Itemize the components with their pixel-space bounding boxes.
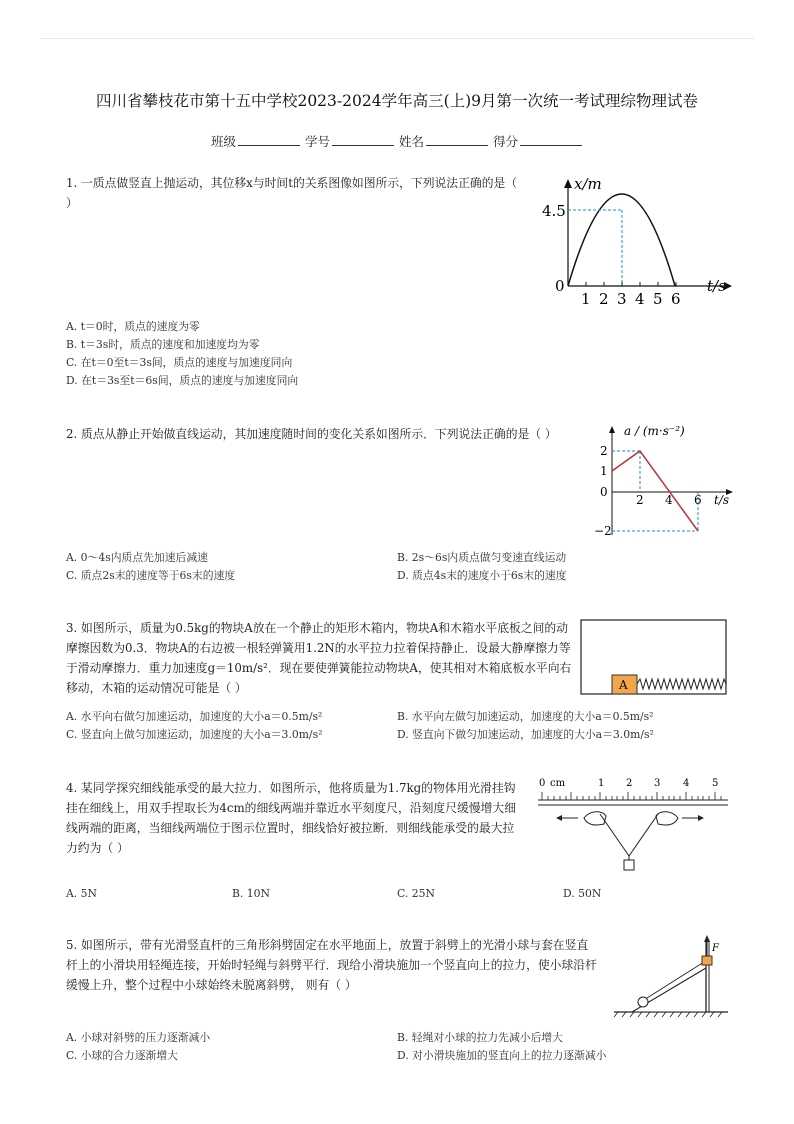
q2-y-tick-0: 0 <box>600 485 608 499</box>
hanging-weight <box>624 860 634 870</box>
q2-x-tick-2: 2 <box>636 493 644 507</box>
class-field-blank[interactable] <box>238 135 300 146</box>
force-label: F <box>712 943 719 954</box>
q4-option-a[interactable]: A. 5N <box>66 887 97 900</box>
question-3-figure <box>578 617 730 697</box>
slider-block <box>702 956 712 965</box>
name-field-label: 姓名 <box>398 134 424 149</box>
thread <box>600 814 658 856</box>
q3-option-c[interactable]: C. 竖直向上做匀加速运动，加速度的大小a＝3.0m/s² <box>66 728 323 741</box>
question-4-figure <box>532 774 732 874</box>
block-a-label: A <box>619 678 628 692</box>
q2-y-tick-neg2: −2 <box>594 524 612 538</box>
q4-option-b[interactable]: B. 10N <box>232 887 270 900</box>
question-5-stem: 5. 如图所示，带有光滑竖直杆的三角形斜劈固定在水平地面上，放置于斜劈上的光滑小球与套在竖直杆上的小滑块用轻绳连接，开始时轻绳与斜劈平行．现给小滑块施加一个竖直向上的拉力，使小球沿杆缓慢上升，整个过程中小球始终未脱离斜劈， 则有（ ） <box>66 938 597 992</box>
ball <box>638 997 648 1007</box>
q1-x-tick-2: 2 <box>599 290 609 305</box>
question-4-stem: 4. 某同学探究细线能承受的最大拉力．如图所示，他将质量为1.7kg的物体用光滑挂钩挂在细线上，用双手捏取长为4cm的细线两端并靠近水平刻度尺，沿刻度尺缓慢增大细线两端的距离，当细线两端位于图示位置时，细线恰好被拉断．则细线能承受的最大拉力约为（ ） <box>66 781 516 855</box>
q3-option-b[interactable]: B. 水平向左做匀加速运动，加速度的大小a＝0.5m/s² <box>397 710 654 723</box>
ruler-label-0: 0 <box>539 778 546 789</box>
q5-option-c[interactable]: C. 小球的合力逐渐增大 <box>66 1049 178 1062</box>
q1-x-tick-6: 6 <box>671 290 681 305</box>
page-title: 四川省攀枝花市第十五中学校2023-2024学年高三(上)9月第一次统一考试理综物理试卷 <box>95 92 699 110</box>
score-field-label: 得分 <box>492 134 518 149</box>
q1-y-axis-label: x/m <box>574 175 602 193</box>
question-3-stem: 3. 如图所示，质量为0.5kg的物块A放在一个静止的矩形木箱内，物块A和木箱水平底板之间的动摩擦因数为0.3．物块A的右边被一根轻弹簧用1.2N的水平拉力拉着保持静止．设最大静摩擦力等于滑动摩擦力．重力加速度g＝10m/s²．现在要使弹簧能拉动物块A，使其相对木箱底板水平向右移动，木箱的运动情况可能是（ ） <box>66 621 572 695</box>
question-1-stem: 1. 一质点做竖直上抛运动，其位移x与时间t的关系图像如图所示，下列说法正确的是（ ） <box>66 176 518 210</box>
right-hand <box>656 812 704 825</box>
ruler-label-2: 2 <box>626 778 633 789</box>
q2-x-tick-4: 4 <box>665 493 673 507</box>
score-field-blank[interactable] <box>520 135 582 146</box>
q1-x-tick-3: 3 <box>617 290 627 305</box>
question-2-stem: 2. 质点从静止开始做直线运动，其加速度随时间的变化关系如图所示．下列说法正确的是（ ） <box>66 427 557 441</box>
id-field-blank[interactable] <box>332 135 394 146</box>
ruler-label-5: 5 <box>712 778 719 789</box>
q2-option-d[interactable]: D. 质点4s末的速度小于6s末的速度 <box>397 569 567 582</box>
q1-y-value-label: 4.5 <box>542 202 566 220</box>
header-divider <box>40 38 754 39</box>
q1-option-b[interactable]: B. t＝3s时，质点的速度和加速度均为零 <box>66 338 260 351</box>
spring <box>637 679 726 689</box>
ruler-label-1: 1 <box>598 778 605 789</box>
question-5-figure <box>610 930 736 1020</box>
q2-y-tick-2: 2 <box>600 444 608 458</box>
q2-y-axis-label: a / (m·s⁻²) <box>624 424 685 438</box>
q5-option-a[interactable]: A. 小球对斜劈的压力逐渐减小 <box>66 1031 211 1044</box>
q1-option-c[interactable]: C. 在t＝0至t＝3s间，质点的速度与加速度同向 <box>66 356 293 369</box>
q2-option-c[interactable]: C. 质点2s末的速度等于6s末的速度 <box>66 569 236 582</box>
question-2-figure <box>594 420 744 540</box>
q4-option-c[interactable]: C. 25N <box>397 887 435 900</box>
q2-option-a[interactable]: A. 0～4s内质点先加速后减速 <box>66 551 208 564</box>
q2-option-b[interactable]: B. 2s～6s内质点做匀变速直线运动 <box>397 551 567 564</box>
ruler-label-cm: cm <box>550 778 566 789</box>
name-field-blank[interactable] <box>426 135 488 146</box>
q3-option-a[interactable]: A. 水平向右做匀加速运动，加速度的大小a＝0.5m/s² <box>66 710 323 723</box>
q4-option-d[interactable]: D. 50N <box>563 887 602 900</box>
q5-option-d[interactable]: D. 对小滑块施加的竖直向上的拉力逐渐减小 <box>397 1049 607 1062</box>
q1-x-axis-label: t/s <box>707 277 726 295</box>
q1-option-a[interactable]: A. t＝0时，质点的速度为零 <box>66 320 200 333</box>
left-hand <box>556 812 606 825</box>
q1-origin-label: 0 <box>555 277 565 295</box>
q2-y-tick-1: 1 <box>600 464 608 478</box>
q1-x-tick-1: 1 <box>581 290 591 305</box>
ruler-label-4: 4 <box>683 778 690 789</box>
student-info-fields <box>0 132 794 150</box>
q1-x-tick-5: 5 <box>653 290 663 305</box>
class-field-label: 班级 <box>210 134 236 149</box>
q1-x-tick-4: 4 <box>635 290 645 305</box>
question-1-figure <box>528 170 738 305</box>
q1-option-d[interactable]: D. 在t＝3s至t＝6s间，质点的速度与加速度同向 <box>66 374 299 387</box>
id-field-label: 学号 <box>304 134 330 149</box>
q2-x-axis-label: t/s <box>714 493 730 507</box>
ruler-label-3: 3 <box>654 778 661 789</box>
q5-option-b[interactable]: B. 轻绳对小球的拉力先减小后增大 <box>397 1031 563 1044</box>
q2-x-tick-6: 6 <box>694 493 702 507</box>
q3-option-d[interactable]: D. 竖直向下做匀加速运动，加速度的大小a＝3.0m/s² <box>397 728 654 741</box>
